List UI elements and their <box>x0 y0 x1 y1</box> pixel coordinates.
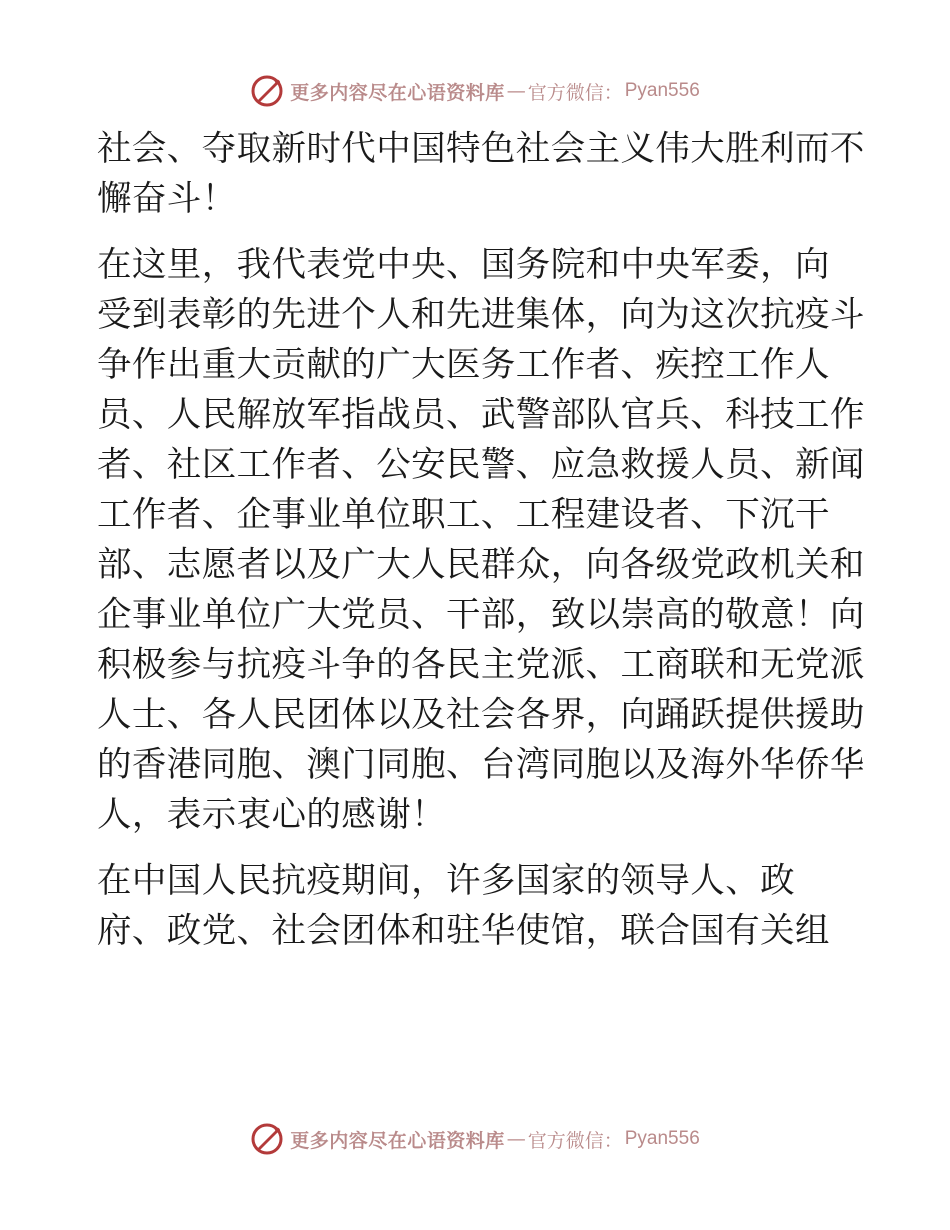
text-line: 在这里，我代表党中央、国务院和中央军委，向 <box>97 245 830 285</box>
document-body <box>97 124 865 972</box>
header-banner-text: 更多内容尽在心语资料库 <box>290 81 505 104</box>
text-line: 在中国人民抗疫期间，许多国家的领导人、政 <box>97 861 795 901</box>
text-line: 部、志愿者以及广大人民群众，向各级党政机关和 <box>97 545 865 585</box>
text-line: 企事业单位广大党员、干部，致以崇高的敬意！向 <box>97 595 865 635</box>
footer-separator: — <box>506 1128 526 1150</box>
paragraph-1 <box>97 124 865 224</box>
text-line: 受到表彰的先进个人和先进集体，向为这次抗疫斗 <box>97 295 865 335</box>
header-wechat-label: 官方微信： <box>527 81 623 104</box>
text-line: 的香港同胞、澳门同胞、台湾同胞以及海外华侨华 <box>97 745 865 785</box>
header-separator: — <box>506 80 526 102</box>
text-line: 员、人民解放军指战员、武警部队官兵、科技工作 <box>97 395 865 435</box>
quill-pen-logo-icon <box>250 1122 284 1156</box>
text-line: 懈奋斗！ <box>97 179 237 219</box>
text-line: 人士、各人民团体以及社会各界，向踊跃提供援助 <box>97 695 865 735</box>
header-wechat-id: Pyan556 <box>624 80 700 101</box>
footer-wechat-id: Pyan556 <box>624 1128 700 1149</box>
text-line: 积极参与抗疫斗争的各民主党派、工商联和无党派 <box>97 645 865 685</box>
paragraph-2 <box>97 240 865 840</box>
footer-banner-text: 更多内容尽在心语资料库 <box>290 1129 505 1152</box>
text-line: 工作者、企事业单位职工、工程建设者、下沉干 <box>97 495 830 535</box>
footer-banner <box>0 1117 950 1161</box>
header-banner <box>0 69 950 113</box>
paragraph-3 <box>97 856 857 956</box>
text-line: 人，表示衷心的感谢！ <box>97 795 446 835</box>
text-line: 者、社区工作者、公安民警、应急救援人员、新闻 <box>97 445 865 485</box>
text-line: 争作出重大贡献的广大医务工作者、疾控工作人 <box>97 345 830 385</box>
footer-wechat-label: 官方微信： <box>527 1129 623 1152</box>
text-line: 社会、夺取新时代中国特色社会主义伟大胜利而不 <box>97 129 865 169</box>
quill-pen-logo-icon <box>250 74 284 108</box>
text-line: 府、政党、社会团体和驻华使馆，联合国有关组 <box>97 911 830 951</box>
